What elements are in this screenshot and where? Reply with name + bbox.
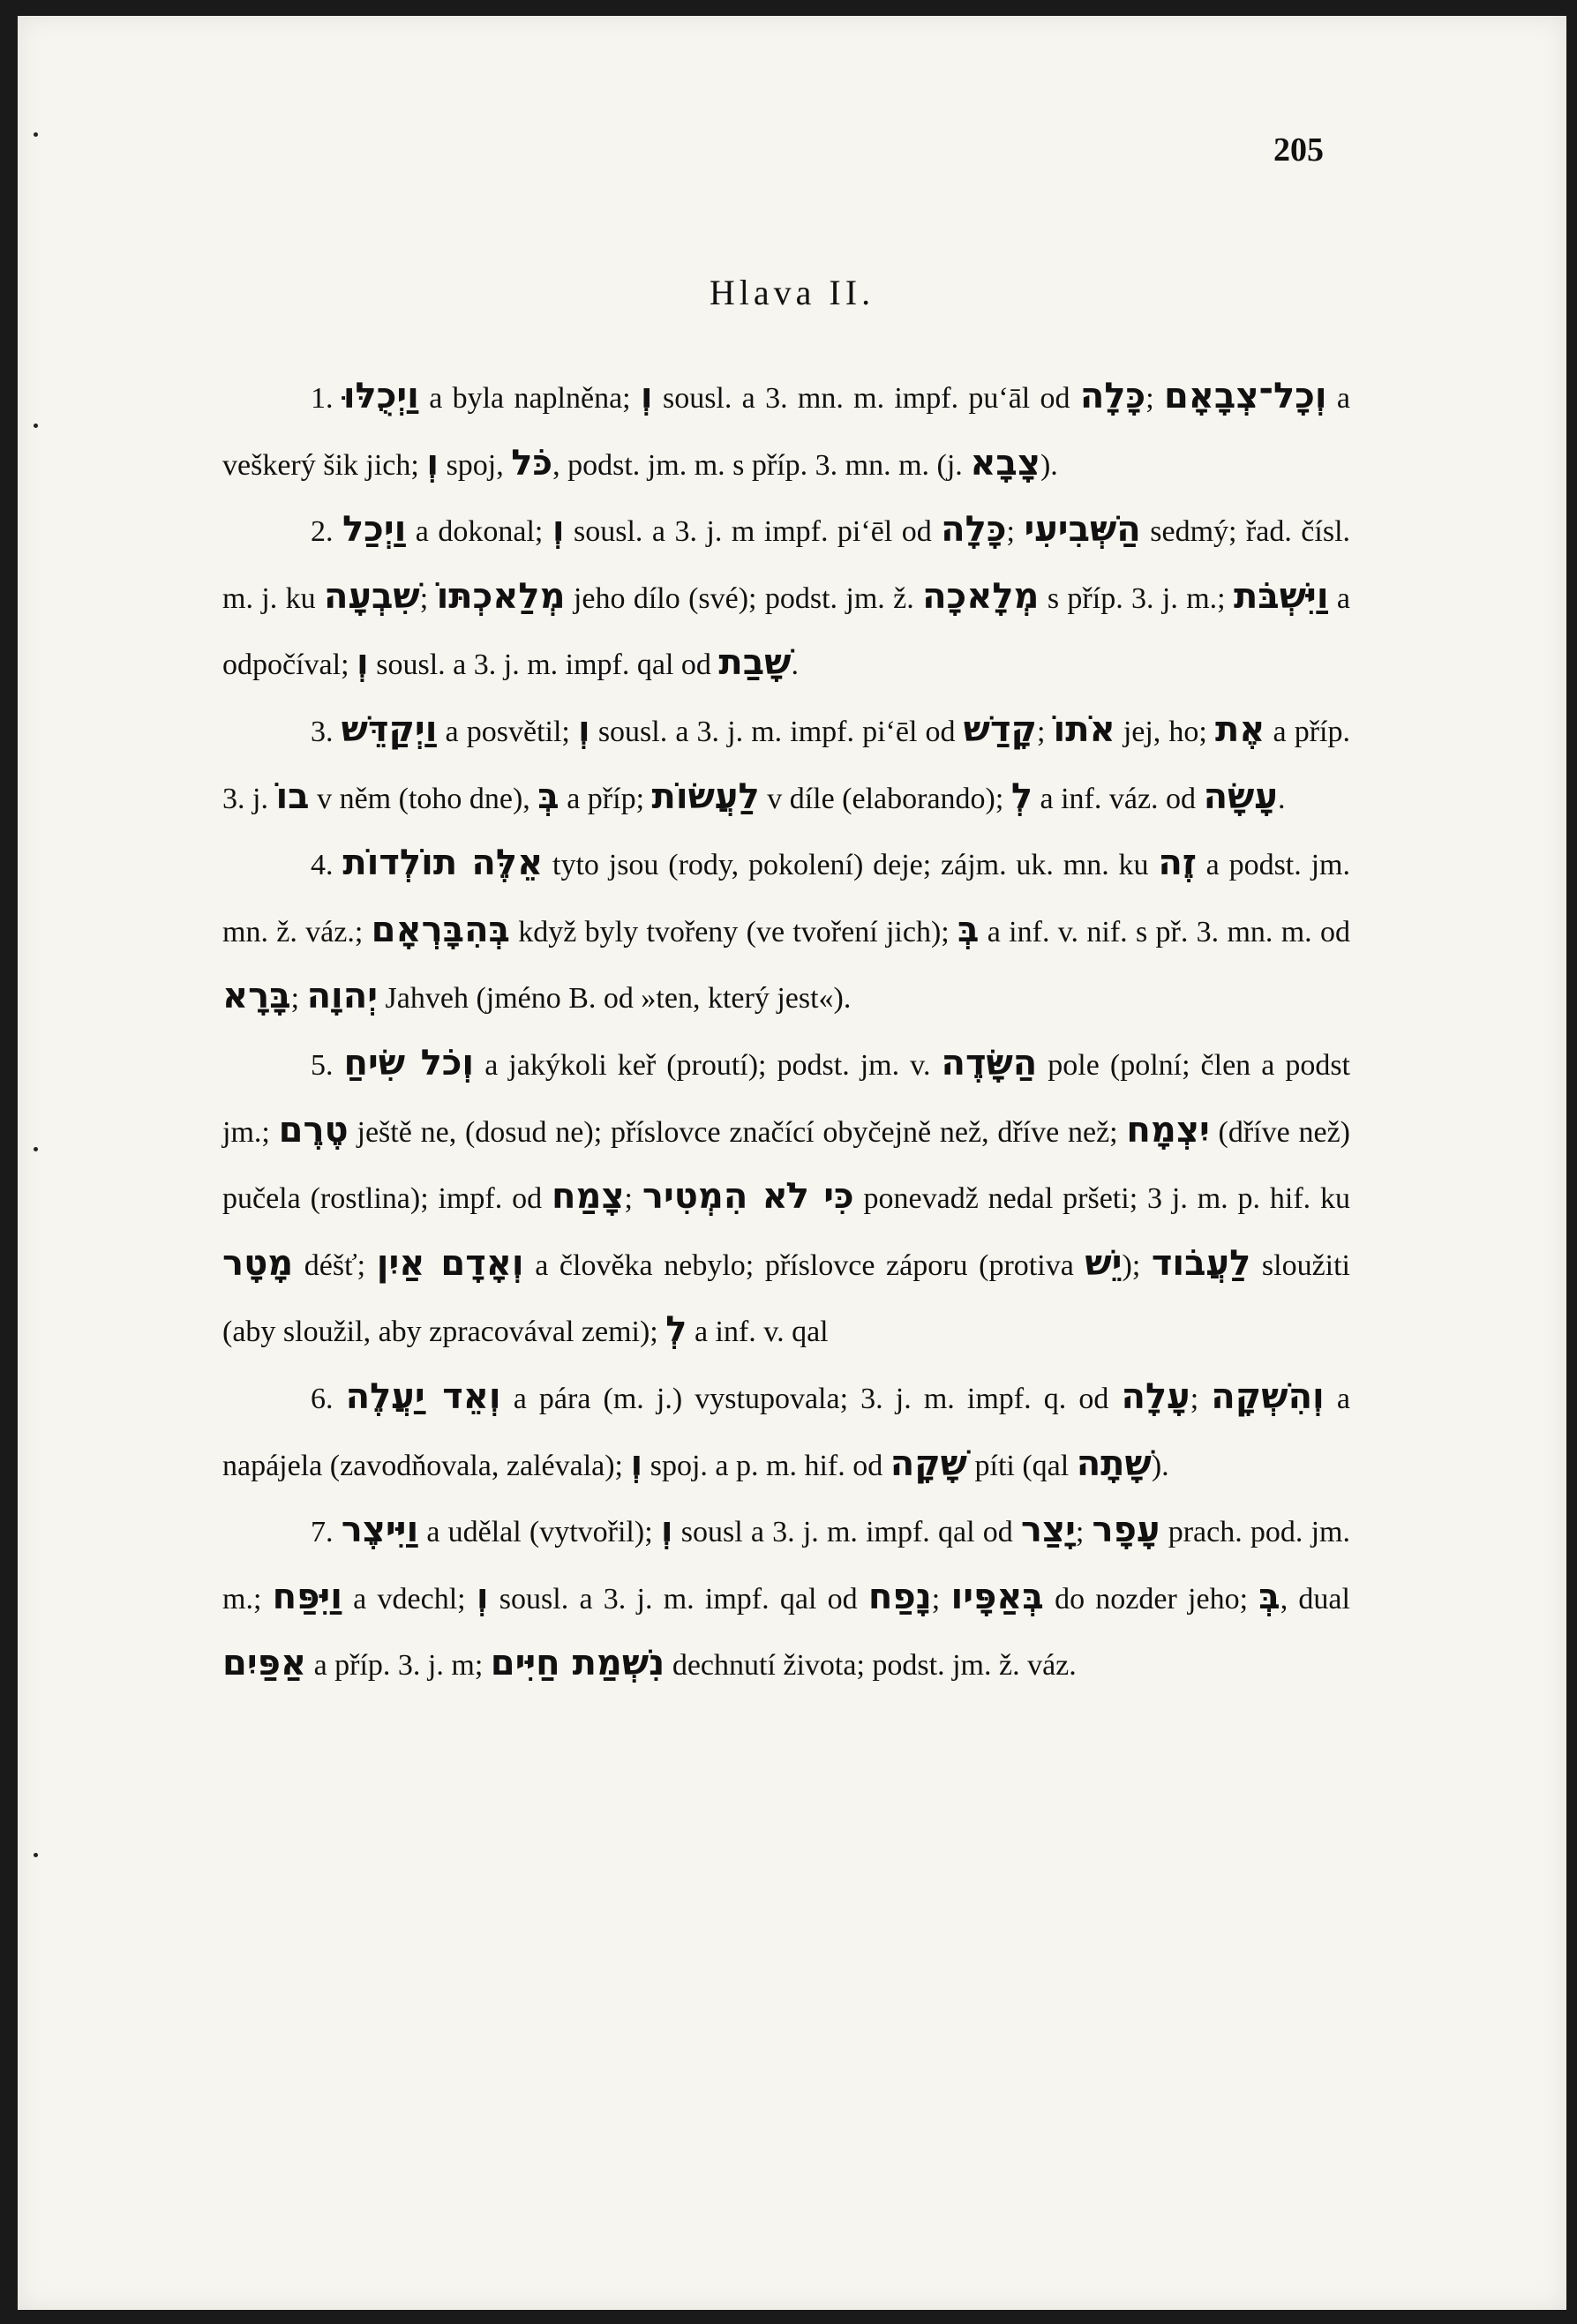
hebrew-term: הַשְּׁבִיעִי xyxy=(1024,509,1141,551)
gloss-text: ; xyxy=(931,1582,951,1616)
gloss-text: do nozder jeho; xyxy=(1043,1582,1259,1616)
book-page xyxy=(18,16,1566,2310)
hebrew-term: וְ xyxy=(552,509,565,551)
verse-number: 7. xyxy=(311,1516,342,1549)
gloss-text: a příp; xyxy=(559,782,652,815)
gloss-text: a podst. jm. mn. ž. váz.; xyxy=(222,849,1350,948)
hebrew-term: כֹּל xyxy=(511,442,553,484)
gloss-text: a posvětil; xyxy=(437,715,578,748)
margin-mark xyxy=(34,132,38,137)
gloss-text: tyto jsou (rody, pokolení) deje; zájm. uk. mn. ku xyxy=(543,849,1159,882)
hebrew-term: שָׁקָה xyxy=(890,1443,967,1484)
margin-mark xyxy=(34,424,38,428)
gloss-text: a udělal (vytvořil); xyxy=(418,1516,661,1549)
hebrew-term: שִׁבְעָה xyxy=(323,575,420,617)
commentary-text xyxy=(222,364,1350,1698)
verse-paragraph xyxy=(222,831,1350,1031)
gloss-text: píti (qal xyxy=(967,1449,1077,1482)
gloss-text: a příp. 3. j. xyxy=(222,715,1351,815)
gloss-text: dechnutí života; podst. jm. ž. váz. xyxy=(665,1649,1077,1683)
gloss-text: ; xyxy=(419,581,437,615)
hebrew-term: צָבָא xyxy=(970,442,1040,484)
gloss-text: a byla naplněna; xyxy=(418,382,641,415)
gloss-text: a člověka nebylo; příslovce záporu (protiva xyxy=(523,1248,1085,1282)
verse-number: 1. xyxy=(311,382,343,415)
gloss-text: a napájela (zavodňovala, zalévala); xyxy=(222,1382,1350,1482)
hebrew-term: בְּ xyxy=(957,909,980,950)
hebrew-term: יִצְמָח xyxy=(1126,1109,1210,1151)
hebrew-term: וְ xyxy=(630,1443,643,1484)
hebrew-term: וְאָדָם אַיִן xyxy=(376,1242,524,1284)
hebrew-term: מָטָר xyxy=(222,1242,294,1284)
verse-number: 6. xyxy=(311,1382,346,1415)
gloss-text: sousl. a 3. j. m. impf. pi‘ēl od xyxy=(589,715,964,748)
hebrew-term: נָפַח xyxy=(867,1576,932,1617)
hebrew-term: זֶה xyxy=(1158,843,1197,884)
verse-paragraph xyxy=(222,1498,1350,1698)
gloss-text: ; xyxy=(624,1182,642,1216)
hebrew-term: בָּרָא xyxy=(222,976,291,1017)
hebrew-term: וְ xyxy=(660,1510,673,1551)
gloss-text: pole (polní; člen a podst jm.; xyxy=(222,1048,1350,1149)
verse-number: 2. xyxy=(311,515,342,549)
gloss-text: když byly tvořeny (ve tvoření jich); xyxy=(509,915,958,948)
gloss-text: spoj. a p. m. hif. od xyxy=(642,1449,890,1482)
verse-paragraph xyxy=(222,498,1350,698)
hebrew-term: לְ xyxy=(665,1309,687,1351)
gloss-text: ponevadž nedal pršeti; 3 j. m. p. hif. ku xyxy=(853,1182,1351,1216)
gloss-text: prach. pod. jm. m.; xyxy=(222,1516,1350,1616)
hebrew-term: אֶת xyxy=(1214,708,1265,750)
gloss-text: Jahveh (jméno B. od »ten, který jest«). xyxy=(378,982,852,1016)
gloss-text: . xyxy=(791,648,799,682)
hebrew-term: וְ xyxy=(426,442,439,484)
chapter-title: Hlava II. xyxy=(709,273,875,312)
verse-number: 3. xyxy=(311,715,342,748)
hebrew-term: קָדַשׁ xyxy=(963,708,1037,750)
hebrew-term: וַיִּפַּח xyxy=(272,1576,342,1617)
gloss-text: v díle (elaborando); xyxy=(759,782,1011,815)
gloss-text: jeho dílo (své); podst. jm. ž. xyxy=(565,581,923,615)
hebrew-term: בוֹ xyxy=(275,776,310,817)
gloss-text: sousl. a 3. j. m. impf. qal od xyxy=(368,648,719,682)
gloss-text: a inf. v. qal xyxy=(687,1316,829,1349)
verse-paragraph xyxy=(222,1031,1350,1365)
hebrew-term: עָפָר xyxy=(1092,1510,1160,1551)
verse-paragraph xyxy=(222,364,1350,498)
gloss-text: ; xyxy=(1006,515,1025,549)
gloss-text: ; xyxy=(290,982,307,1016)
hebrew-term: בְּהִבָּרְאָם xyxy=(371,909,510,950)
hebrew-term: לַעֲבֹוד xyxy=(1151,1242,1251,1284)
hebrew-term: עָלָה xyxy=(1121,1376,1190,1417)
gloss-text: ; xyxy=(1036,715,1054,748)
hebrew-term: לְ xyxy=(1010,776,1033,817)
gloss-text: sloužiti (aby sloužil, aby zpracovával zemi); xyxy=(222,1248,1351,1349)
gloss-text: ; xyxy=(1075,1516,1093,1549)
gloss-text: v něm (toho dne), xyxy=(309,782,538,815)
hebrew-term: בְּ xyxy=(1258,1576,1280,1617)
gloss-text: jej, ho; xyxy=(1115,715,1215,748)
gloss-text: spoj, xyxy=(439,448,512,482)
margin-mark xyxy=(34,1147,38,1151)
hebrew-term: כָּלָה xyxy=(941,509,1007,551)
hebrew-term: כִּי לֹא הִמְטִיר xyxy=(642,1176,854,1218)
hebrew-term: נִשְׁמַת חַיִּים xyxy=(490,1643,665,1684)
gloss-text: ); xyxy=(1122,1248,1152,1282)
gloss-text: a inf. váz. od xyxy=(1033,782,1204,815)
hebrew-term: וַיִּיצֶר xyxy=(341,1510,419,1551)
gloss-text: sousl. a 3. j. m impf. pi‘ēl od xyxy=(564,515,942,549)
margin-mark xyxy=(34,1853,38,1857)
hebrew-term: טֶרֶם xyxy=(278,1109,349,1151)
gloss-text: sousl. a 3. mn. m. impf. pu‘āl od xyxy=(652,382,1080,415)
gloss-text: a dokonal; xyxy=(406,515,552,549)
hebrew-term: אֹתוֹ xyxy=(1053,708,1115,750)
hebrew-term: וְ xyxy=(577,708,590,750)
page-number: 205 xyxy=(1273,131,1324,169)
gloss-text: ). xyxy=(1151,1449,1169,1482)
gloss-text: ještě ne, (dosud ne); příslovce značící obyčejně než, dříve než; xyxy=(348,1115,1127,1149)
gloss-text: déšť; xyxy=(293,1248,377,1282)
hebrew-term: בְּאַפָּיו xyxy=(950,1576,1044,1617)
hebrew-term: מְלַאכְתּוֹ xyxy=(436,575,566,617)
gloss-text: sousl a 3. j. m. impf. qal od xyxy=(672,1516,1021,1549)
hebrew-term: וְכָל־צְבָאָם xyxy=(1163,376,1327,416)
gloss-text: a vdechl; xyxy=(342,1582,477,1616)
hebrew-term: יְהוָה xyxy=(306,976,379,1017)
hebrew-term: יָצַר xyxy=(1020,1510,1076,1551)
verse-paragraph xyxy=(222,1365,1350,1498)
hebrew-term: וַיִּשְׁבֹּת xyxy=(1233,575,1329,617)
hebrew-term: אַפַּיִם xyxy=(222,1643,307,1684)
verse-paragraph xyxy=(222,698,1350,831)
hebrew-term: וַיְכֻלּוּ xyxy=(342,376,419,416)
gloss-text: a odpočíval; xyxy=(222,581,1350,682)
gloss-text: s příp. 3. j. m.; xyxy=(1039,581,1234,615)
hebrew-term: שָׁבַת xyxy=(718,642,792,684)
hebrew-term: אֵלֶּה תוֹלְדוֹת xyxy=(342,843,544,884)
hebrew-term: וַיְכַל xyxy=(342,509,407,551)
verse-number: 4. xyxy=(311,849,343,882)
gloss-text: a veškerý šik jich; xyxy=(222,382,1351,482)
hebrew-term: וְ xyxy=(640,376,653,416)
gloss-text: a jakýkoli keř (proutí); podst. jm. v. xyxy=(474,1048,942,1082)
gloss-text: . xyxy=(1277,782,1286,815)
verse-number: 5. xyxy=(311,1048,344,1082)
hebrew-term: וְ xyxy=(357,642,369,684)
hebrew-term: שָׁתָה xyxy=(1076,1443,1152,1484)
hebrew-term: עָשָׂה xyxy=(1203,776,1278,817)
hebrew-term: לַעֲשׂוֹת xyxy=(651,776,760,817)
gloss-text: (dříve než) pučela (rostlina); impf. od xyxy=(222,1115,1350,1216)
gloss-text: sousl. a 3. j. m. impf. qal od xyxy=(488,1582,868,1616)
hebrew-term: הַשָּׂדֶה xyxy=(941,1042,1038,1083)
hebrew-term: וְהִשְׁקָה xyxy=(1211,1376,1325,1417)
hebrew-term: כָּלָה xyxy=(1079,376,1146,416)
hebrew-term: בְּ xyxy=(537,776,559,817)
gloss-text: a inf. v. nif. s př. 3. mn. m. od xyxy=(979,915,1350,948)
hebrew-term: וְאֵד יַעֲלֶה xyxy=(345,1376,501,1417)
gloss-text: , podst. jm. m. s příp. 3. mn. m. (j. xyxy=(552,448,971,482)
hebrew-term: וְ xyxy=(476,1576,489,1617)
hebrew-term: יֵשׁ xyxy=(1085,1242,1123,1284)
gloss-text: a příp. 3. j. m; xyxy=(306,1649,491,1683)
hebrew-term: צָמַח xyxy=(551,1176,625,1218)
gloss-text: , dual xyxy=(1280,1582,1350,1616)
gloss-text: ). xyxy=(1040,448,1058,482)
gloss-text: a pára (m. j.) vystupovala; 3. j. m. impf. q. od xyxy=(500,1382,1122,1415)
gloss-text: ; xyxy=(1145,382,1164,415)
hebrew-term: וַיְקַדֵּשׁ xyxy=(341,708,438,750)
hebrew-term: וְכֹל שִׂיחַ xyxy=(343,1042,475,1083)
gloss-text: sedmý; řad. čísl. m. j. ku xyxy=(222,515,1351,615)
hebrew-term: מְלָאכָה xyxy=(922,575,1040,617)
gloss-text: ; xyxy=(1190,1382,1212,1415)
